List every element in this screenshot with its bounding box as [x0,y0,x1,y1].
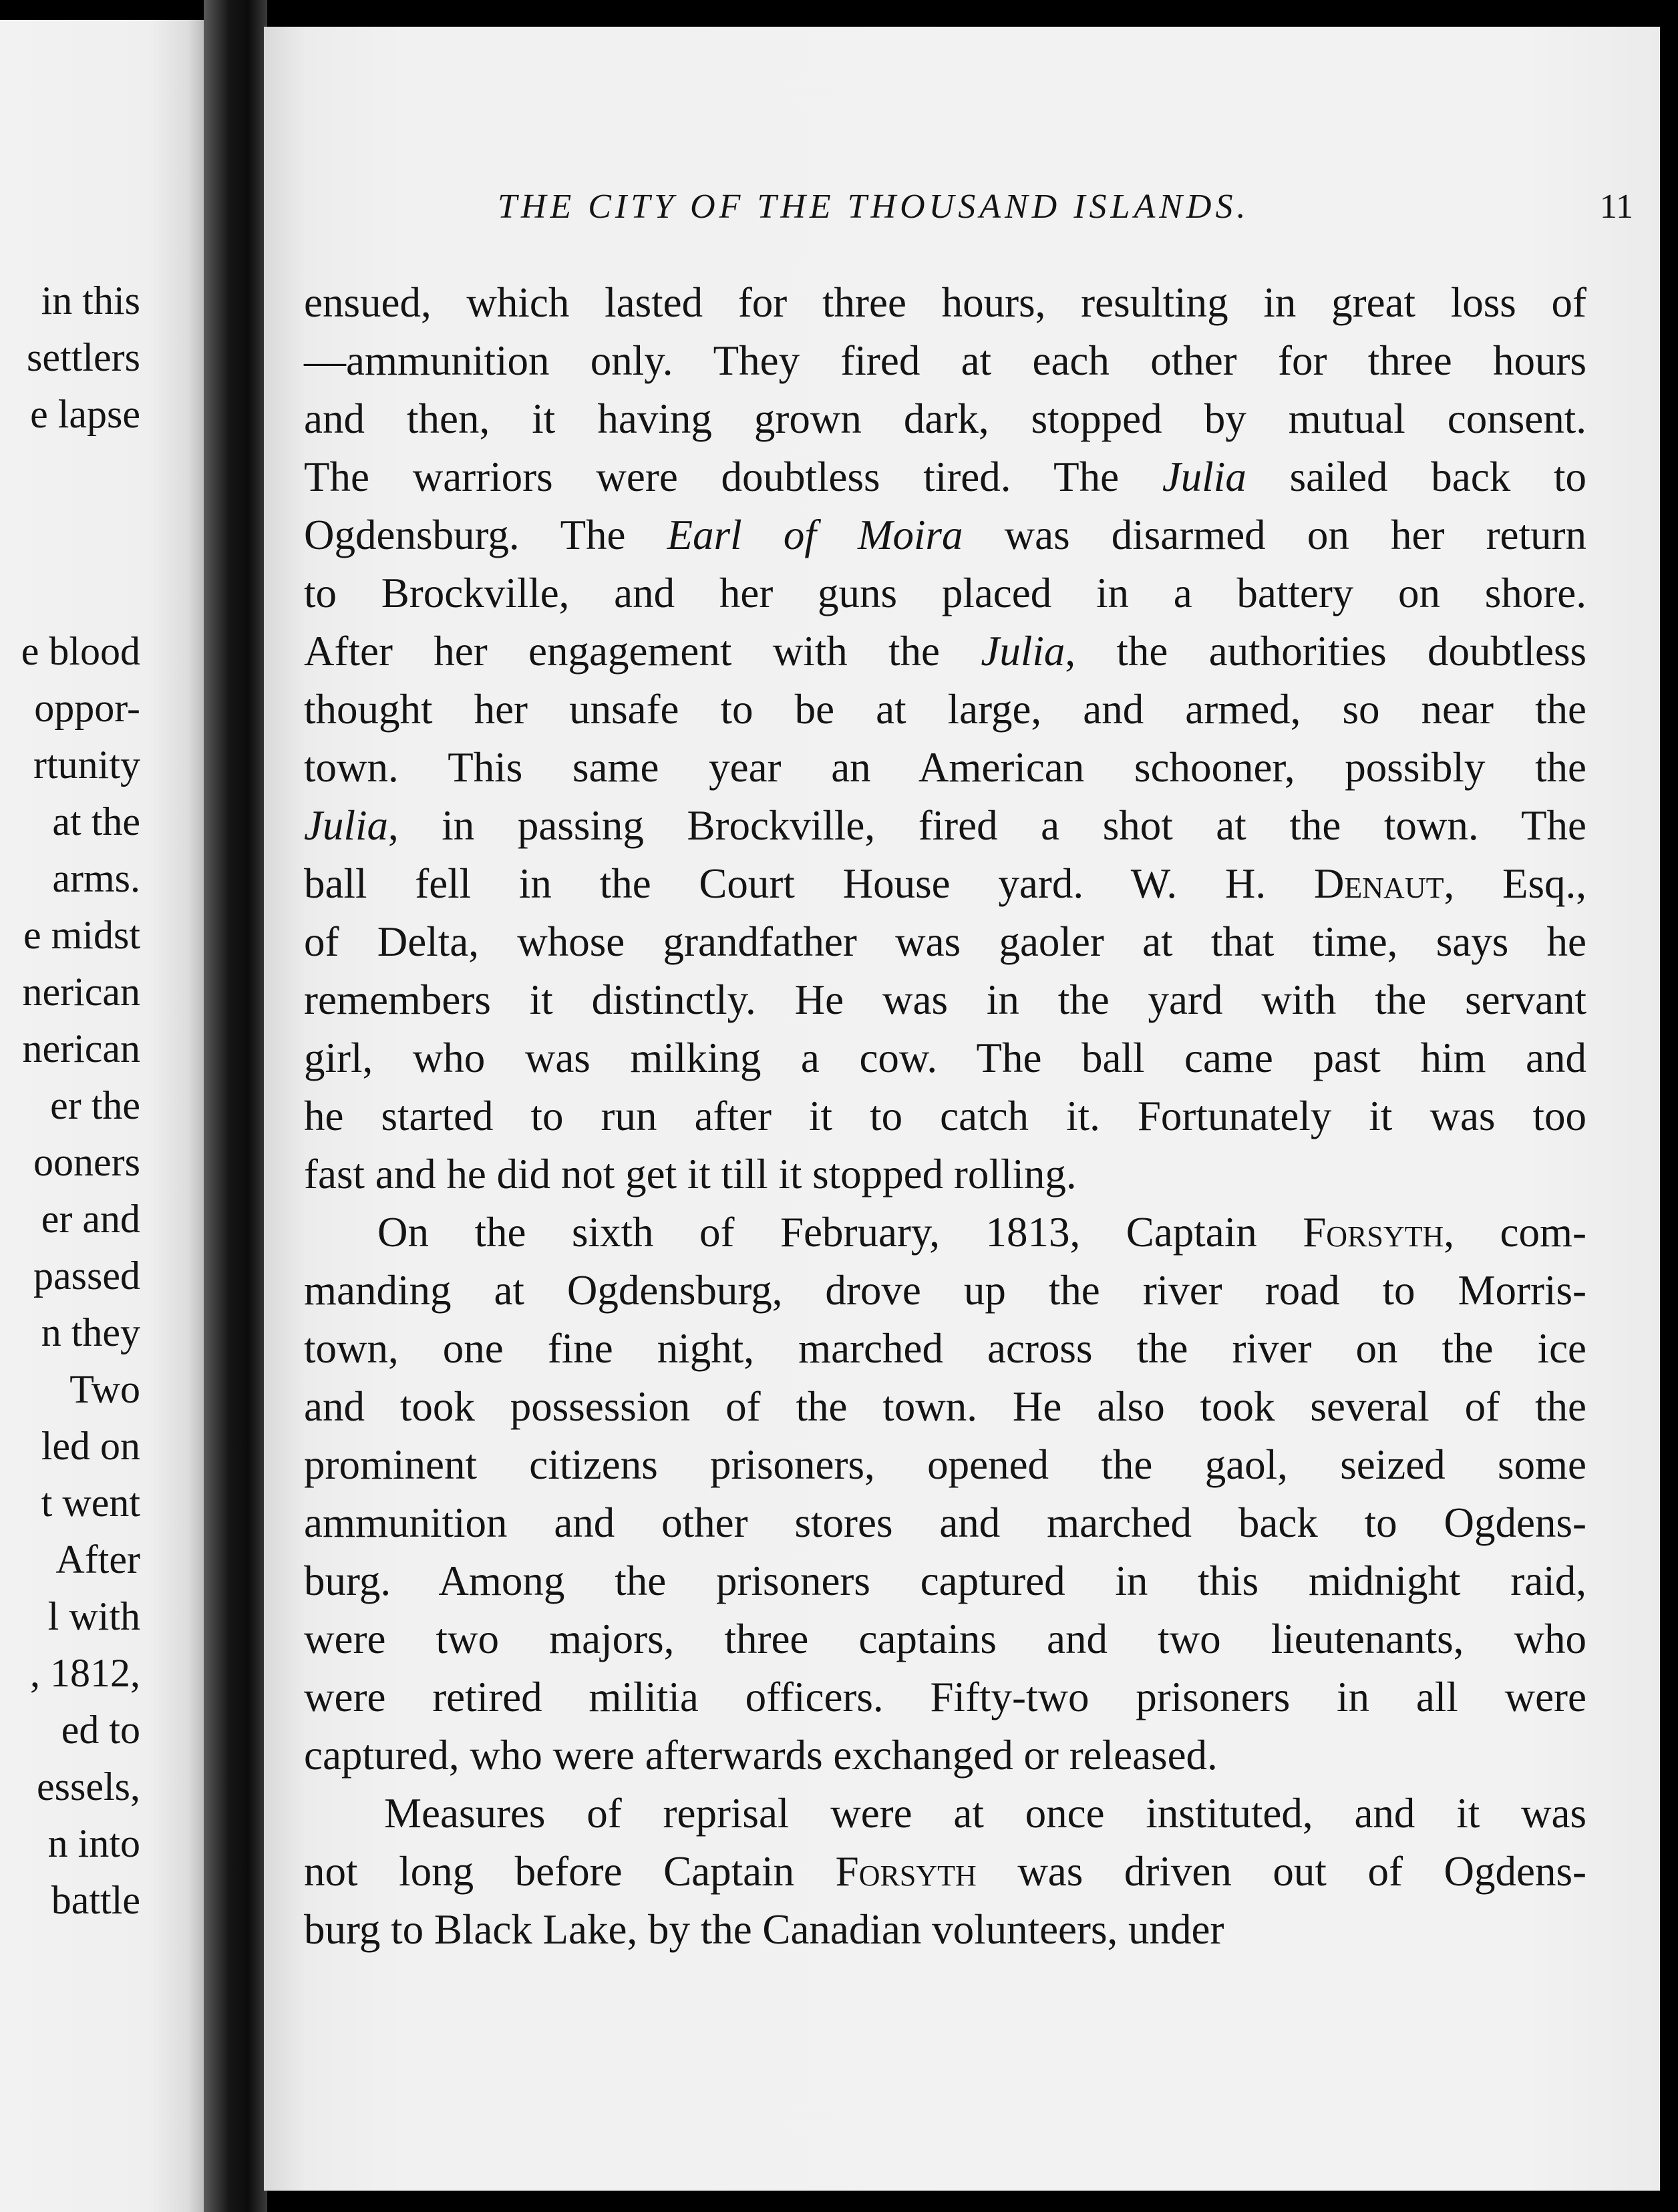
left-page-fragment: ooners [33,1140,140,1184]
text-run: , the authorities doubtless [1065,628,1586,675]
left-page-fragment: e blood [21,629,140,673]
left-page-fragment: n they [41,1310,140,1354]
left-page-fragment: arms. [52,856,140,900]
left-page-fragment: settlers [27,335,140,379]
text-line [304,1552,1586,1610]
text-run: ammunition and other stores and marched back to Ogdens- [304,1499,1586,1546]
text-run: town. This same year an American schooner, possibly the [304,744,1586,791]
text-run: of Delta, whose grandfather was gaoler at that time, says he [304,918,1586,965]
left-page-fragment: essels, [37,1765,140,1809]
left-page-fragment: at the [52,799,140,844]
text-run: prominent citizens prisoners, opened the gaol, seized some [304,1441,1586,1488]
text-run: and then, it having grown dark, stopped by mutual consent. [304,395,1586,442]
text-line [304,797,1586,855]
left-page-fragment: e lapse [30,392,140,436]
left-page-fragment: nerican [22,970,140,1014]
text-line [304,1145,1586,1204]
left-page-fragment: in this [41,279,140,323]
left-page-fragment: l with [47,1594,140,1638]
text-run: On the sixth of February, 1813, Captain [377,1209,1303,1256]
right-page [264,27,1660,2191]
text-run: was disarmed on her return [963,512,1586,558]
ship-name: Julia [981,628,1065,675]
text-run: , com- [1444,1209,1586,1256]
text-run: remembers it distinctly. He was in the yard with the servant [304,976,1586,1023]
text-run: Ogdensburg. The [304,512,667,558]
ship-name: Earl of Moira [667,512,963,558]
body-text [304,274,1586,1959]
text-line [304,681,1586,739]
text-run: ensued, which lasted for three hours, resulting in great loss of [304,279,1586,326]
text-line [304,564,1586,622]
text-line [304,622,1586,681]
left-page-fragment: rtunity [33,743,140,787]
book-gutter [204,0,267,2212]
text-run: manding at Ogdensburg, drove up the river road to Morris- [304,1267,1586,1314]
text-run: were two majors, three captains and two lieutenants, who [304,1616,1586,1662]
text-line [304,1668,1586,1726]
running-head [498,187,1633,247]
page-number: 11 [1599,188,1633,226]
person-name: Forsyth [1303,1209,1444,1256]
text-line [304,1262,1586,1320]
person-name: Forsyth [835,1848,977,1895]
text-line [304,971,1586,1029]
text-run: he started to run after it to catch it. Fortunately it was too [304,1093,1586,1139]
text-line [304,332,1586,390]
left-page-fragment: battle [51,1878,140,1922]
left-page-fragment: , 1812, [30,1651,140,1695]
text-line [304,855,1586,913]
text-line [304,1726,1586,1785]
text-line [304,390,1586,448]
person-name: Denaut [1313,860,1444,907]
text-run: town, one fine night, marched across the river on the ice [304,1325,1586,1372]
text-run: captured, who were afterwards exchanged or released. [304,1732,1218,1779]
text-line [304,1378,1586,1436]
text-run: , Esq., [1444,860,1586,907]
left-page-fragment: nerican [22,1027,140,1071]
left-page-fragment: passed [33,1254,140,1298]
text-line [304,739,1586,797]
left-page-fragment: n into [47,1821,140,1865]
text-run: , in passing Brockville, fired a shot at the town. The [387,802,1586,849]
left-page-fragment: er and [41,1197,140,1241]
text-run: After her engagement with the [304,628,981,675]
running-head-title: THE CITY OF THE THOUSAND ISLANDS. [498,188,1250,226]
text-line [304,1901,1586,1959]
text-line [304,448,1586,506]
text-run: burg to Black Lake, by the Canadian volunteers, under [304,1906,1224,1953]
left-page-fragment: e midst [23,913,140,957]
text-line [304,1436,1586,1494]
text-run: —ammunition only. They fired at each other for three hours [304,337,1586,384]
text-line [304,1204,1586,1262]
left-page-fragment: oppor- [34,686,140,730]
text-run: to Brockville, and her guns placed in a battery on shore. [304,570,1586,616]
text-line [304,1320,1586,1378]
ship-name: Julia [304,802,388,849]
left-page-fragment: ed to [61,1708,140,1752]
left-page-fragment: After [55,1537,140,1582]
left-page-fragment: er the [50,1083,140,1127]
text-run: The warriors were doubtless tired. The [304,453,1162,500]
text-line [304,1494,1586,1552]
ship-name: Julia [1162,453,1246,500]
text-run: was driven out of Ogdens- [976,1848,1586,1895]
text-run: thought her unsafe to be at large, and armed, so near the [304,686,1586,733]
text-line [304,1843,1586,1901]
text-line [304,913,1586,971]
left-page-fragment: Two [69,1367,140,1411]
text-run: fast and he did not get it till it stopped rolling. [304,1151,1077,1197]
text-line [304,1610,1586,1668]
left-page-fragment: led on [41,1424,140,1468]
text-line [304,1029,1586,1087]
text-run: Measures of reprisal were at once instituted, and it was [384,1790,1586,1837]
text-run: ball fell in the Court House yard. W. H. [304,860,1314,907]
text-line [304,274,1586,332]
left-page-fragment: t went [41,1481,140,1525]
text-run: burg. Among the prisoners captured in this midnight raid, [304,1557,1586,1604]
text-run: girl, who was milking a cow. The ball came past him and [304,1035,1586,1081]
text-line [304,1087,1586,1145]
text-run: and took possession of the town. He also took several of the [304,1383,1586,1430]
text-run: sailed back to [1246,453,1586,500]
text-line [304,506,1586,564]
text-run: were retired militia officers. Fifty-two prisoners in all were [304,1674,1586,1720]
left-facing-page [0,20,214,2212]
text-run: not long before Captain [304,1848,836,1895]
text-line [304,1785,1586,1843]
